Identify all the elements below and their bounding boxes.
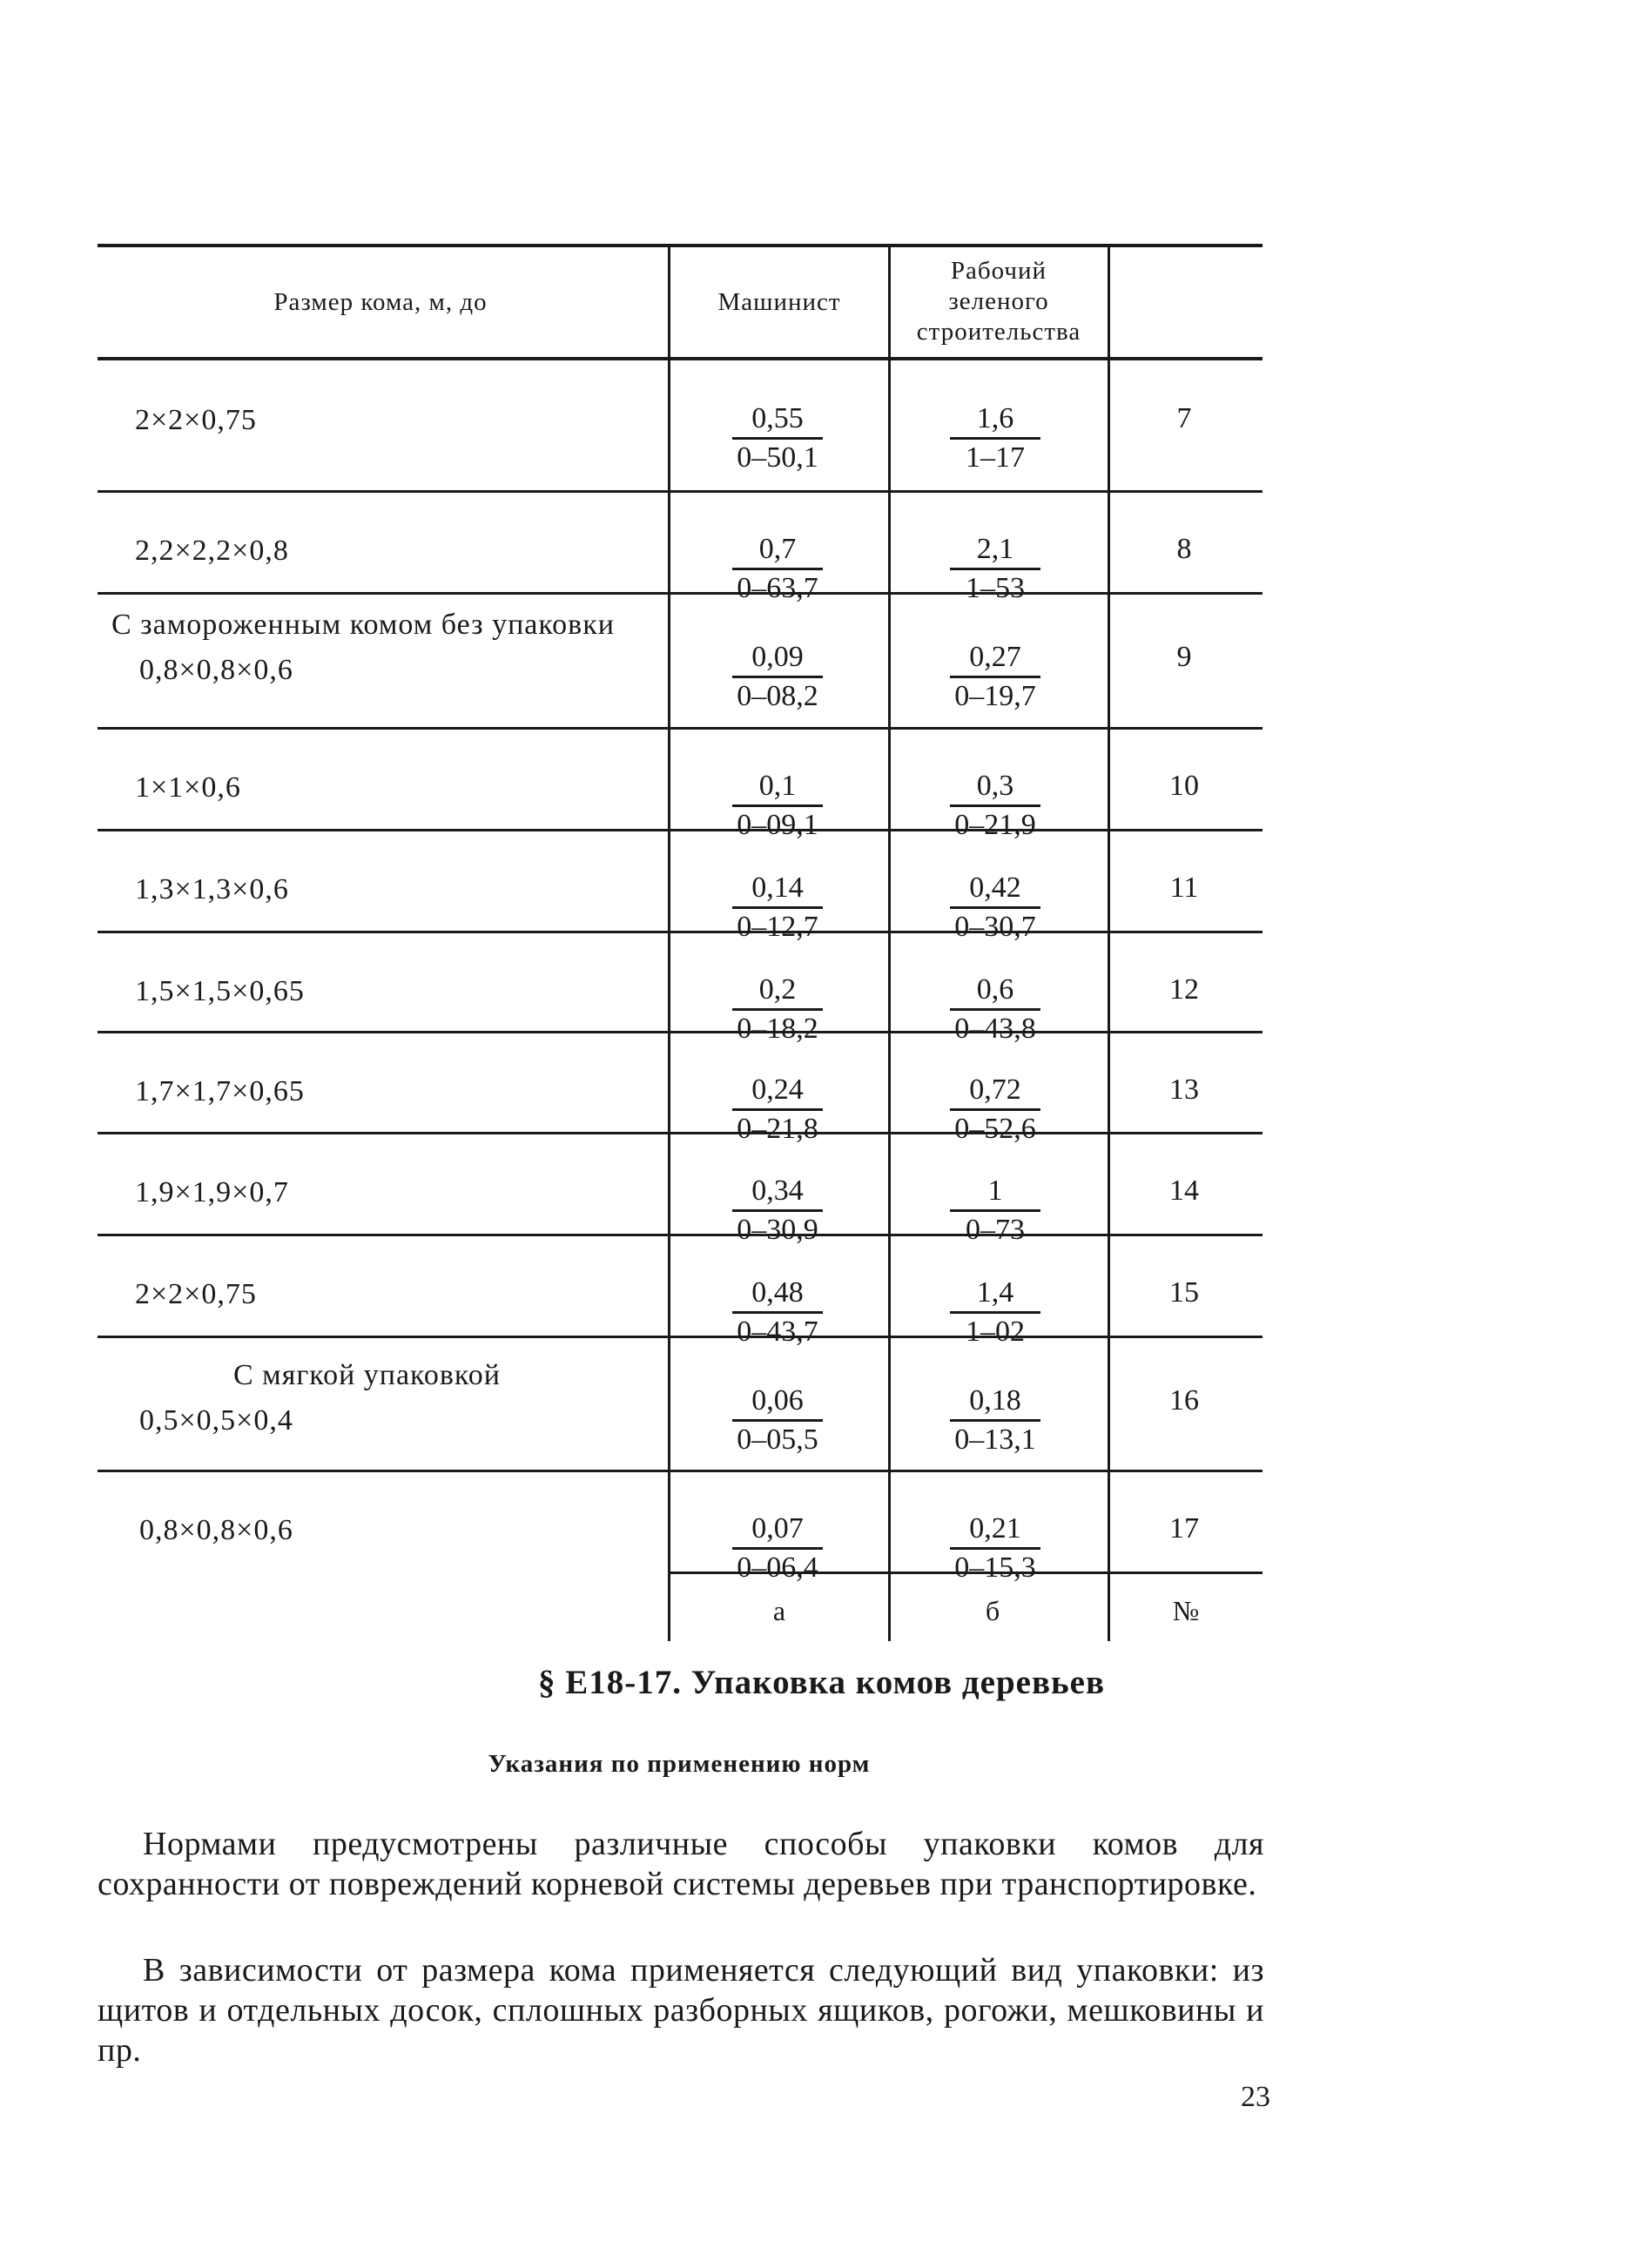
fraction-bar <box>732 437 823 440</box>
row-number: 8 <box>1176 533 1192 565</box>
fraction-a <box>721 1073 834 1147</box>
fraction-numerator: 0,27 <box>969 641 1021 673</box>
row-divider <box>98 1031 1263 1033</box>
fraction-numerator: 0,18 <box>969 1384 1021 1417</box>
fraction-a <box>721 1511 834 1585</box>
header-worker-line1: Рабочий <box>950 257 1047 285</box>
fraction-numerator: 0,07 <box>751 1512 804 1545</box>
row-divider <box>98 1234 1263 1236</box>
fraction-denominator: 0–08,2 <box>737 680 818 712</box>
row-size: 2×2×0,75 <box>135 1278 257 1310</box>
fraction-numerator: 0,3 <box>976 770 1014 802</box>
fraction-denominator: 1–02 <box>966 1316 1025 1348</box>
fraction-bar <box>950 1547 1040 1550</box>
fraction-a <box>721 1174 834 1248</box>
column-divider-no <box>1108 246 1110 1641</box>
row-divider <box>98 490 1263 493</box>
fraction-denominator: 0–30,9 <box>737 1214 818 1246</box>
fraction-bar <box>732 568 823 570</box>
fraction-b <box>939 871 1052 945</box>
row-size: 1,3×1,3×0,6 <box>135 873 289 905</box>
fraction-numerator: 1,6 <box>976 402 1014 434</box>
fraction-a <box>721 1275 834 1349</box>
header-worker <box>890 256 1108 347</box>
row-divider <box>98 829 1263 831</box>
fraction-denominator: 0–19,7 <box>954 680 1036 712</box>
fraction-bar <box>950 1008 1040 1011</box>
fraction-bar <box>950 437 1040 440</box>
header-size: Размер кома, м, до <box>273 288 488 316</box>
row-divider <box>98 1336 1263 1338</box>
fraction-numerator: 2,1 <box>976 533 1014 565</box>
row-size: 0,8×0,8×0,6 <box>139 1514 293 1546</box>
fraction-numerator: 0,34 <box>751 1174 804 1207</box>
fraction-a <box>721 972 834 1047</box>
row-number: 14 <box>1169 1174 1199 1207</box>
fraction-b <box>939 532 1052 606</box>
fraction-bar <box>732 1311 823 1314</box>
row-divider <box>98 1132 1263 1134</box>
fraction-bar <box>950 1108 1040 1111</box>
fraction-denominator: 0–12,7 <box>737 911 818 943</box>
paragraph-2: В зависимости от размера кома применяется следующий вид упаковки: из щитов и отдельных досок, сплошных разборных ящиков, рогожи, мешковины и пр. <box>98 1952 1264 2069</box>
fraction-denominator: 1–53 <box>966 572 1025 604</box>
column-letter-no: № <box>1172 1595 1200 1626</box>
fraction-b <box>939 972 1052 1047</box>
fraction-denominator: 0–43,7 <box>737 1316 818 1348</box>
fraction-denominator: 1–17 <box>966 441 1025 474</box>
fraction-bar <box>732 1209 823 1212</box>
fraction-numerator: 1,4 <box>976 1276 1014 1309</box>
row-number: 15 <box>1169 1276 1199 1309</box>
fraction-bar <box>950 568 1040 570</box>
column-letter-b: б <box>985 1595 1000 1626</box>
fraction-b <box>939 1174 1052 1248</box>
fraction-denominator: 0–52,6 <box>954 1113 1036 1145</box>
column-divider-a <box>668 246 670 1641</box>
column-divider-b <box>888 246 891 1641</box>
paragraph-1: Нормами предусмотрены различные способы упаковки комов для сохранности от повреждений корневой системы деревьев при транспортировке. <box>98 1826 1264 1902</box>
fraction-numerator: 0,1 <box>758 770 797 802</box>
fraction-denominator: 0–73 <box>966 1214 1025 1246</box>
column-letter-a: а <box>772 1595 786 1626</box>
fraction-numerator: 0,55 <box>751 402 804 434</box>
fraction-bar <box>950 676 1040 678</box>
row-size: 1,5×1,5×0,65 <box>135 975 305 1007</box>
fraction-a <box>721 871 834 945</box>
fraction-denominator: 0–21,8 <box>737 1113 818 1145</box>
fraction-denominator: 0–06,4 <box>737 1551 818 1584</box>
fraction-numerator: 0,6 <box>976 973 1014 1006</box>
fraction-denominator: 0–13,1 <box>954 1423 1036 1456</box>
row-number: 9 <box>1176 641 1192 673</box>
fraction-bar <box>732 1108 823 1111</box>
section-subtitle: Указания по применению норм <box>488 1750 871 1778</box>
fraction-a <box>721 1383 834 1457</box>
fraction-bar <box>950 1419 1040 1422</box>
row-number: 17 <box>1169 1512 1199 1545</box>
fraction-a <box>721 532 834 606</box>
fraction-denominator: 0–21,9 <box>954 809 1036 841</box>
fraction-denominator: 0–18,2 <box>737 1013 818 1045</box>
fraction-bar <box>732 1547 823 1550</box>
fraction-b <box>939 1511 1052 1585</box>
row-number: 10 <box>1169 770 1199 802</box>
row-size: 0,5×0,5×0,4 <box>139 1404 293 1437</box>
row-divider <box>98 1470 1263 1472</box>
fraction-numerator: 0,06 <box>751 1384 804 1417</box>
section-title: § Е18-17. Упаковка комов деревьев <box>537 1664 1106 1701</box>
fraction-a <box>721 769 834 843</box>
fraction-numerator: 0,09 <box>751 641 804 673</box>
row-divider <box>98 931 1263 933</box>
header-bottom-rule <box>98 357 1263 360</box>
fraction-b <box>939 1275 1052 1349</box>
page-number: 23 <box>1241 2081 1270 2113</box>
fraction-numerator: 0,7 <box>758 533 797 565</box>
fraction-bar <box>950 906 1040 909</box>
fraction-numerator: 0,48 <box>751 1276 804 1309</box>
fraction-denominator: 0–09,1 <box>737 809 818 841</box>
row-size: 2×2×0,75 <box>135 404 257 436</box>
fraction-denominator: 0–05,5 <box>737 1423 818 1456</box>
fraction-b <box>939 769 1052 843</box>
row-divider <box>98 592 1263 595</box>
row-number: 16 <box>1169 1384 1199 1417</box>
fraction-bar <box>732 804 823 807</box>
group-label-frozen: С замороженным комом без упаковки <box>111 609 615 641</box>
fraction-bar <box>732 906 823 909</box>
fraction-denominator: 0–63,7 <box>737 572 818 604</box>
fraction-numerator: 0,42 <box>969 872 1021 904</box>
fraction-numerator: 0,2 <box>758 973 797 1006</box>
fraction-denominator: 0–43,8 <box>954 1013 1036 1045</box>
fraction-a <box>721 401 834 475</box>
fraction-bar <box>732 1419 823 1422</box>
fraction-numerator: 0,24 <box>751 1073 804 1106</box>
fraction-bar <box>950 1311 1040 1314</box>
fraction-bar <box>732 1008 823 1011</box>
fraction-numerator: 0,14 <box>751 872 804 904</box>
fraction-b <box>939 1073 1052 1147</box>
header-operator: Машинист <box>717 288 841 316</box>
header-worker-line3: строительства <box>916 318 1081 346</box>
row-size: 1,9×1,9×0,7 <box>135 1176 289 1208</box>
row-size: 1,7×1,7×0,65 <box>135 1075 305 1107</box>
fraction-b <box>939 1383 1052 1457</box>
fraction-numerator: 1 <box>987 1174 1003 1207</box>
fraction-denominator: 0–50,1 <box>737 441 818 474</box>
fraction-bar <box>950 804 1040 807</box>
fraction-bar <box>950 1209 1040 1212</box>
row-size: 0,8×0,8×0,6 <box>139 654 293 686</box>
fraction-numerator: 0,21 <box>969 1512 1021 1545</box>
fraction-b <box>939 401 1052 475</box>
fraction-numerator: 0,72 <box>969 1073 1021 1106</box>
row-number: 11 <box>1169 872 1199 904</box>
row-size: 2,2×2,2×0,8 <box>135 535 289 567</box>
row-number: 7 <box>1176 402 1192 434</box>
row-number: 13 <box>1169 1073 1199 1106</box>
fraction-denominator: 0–15,3 <box>954 1551 1036 1584</box>
row-size: 1×1×0,6 <box>135 771 241 804</box>
group-label-soft: С мягкой упаковкой <box>233 1359 501 1391</box>
fraction-denominator: 0–30,7 <box>954 911 1036 943</box>
fraction-bar <box>732 676 823 678</box>
table-top-rule <box>98 244 1263 247</box>
row-divider <box>98 727 1263 730</box>
fraction-a <box>721 640 834 714</box>
fraction-b <box>939 640 1052 714</box>
row-number: 12 <box>1169 973 1199 1006</box>
header-worker-line2: зеленого <box>948 287 1049 315</box>
